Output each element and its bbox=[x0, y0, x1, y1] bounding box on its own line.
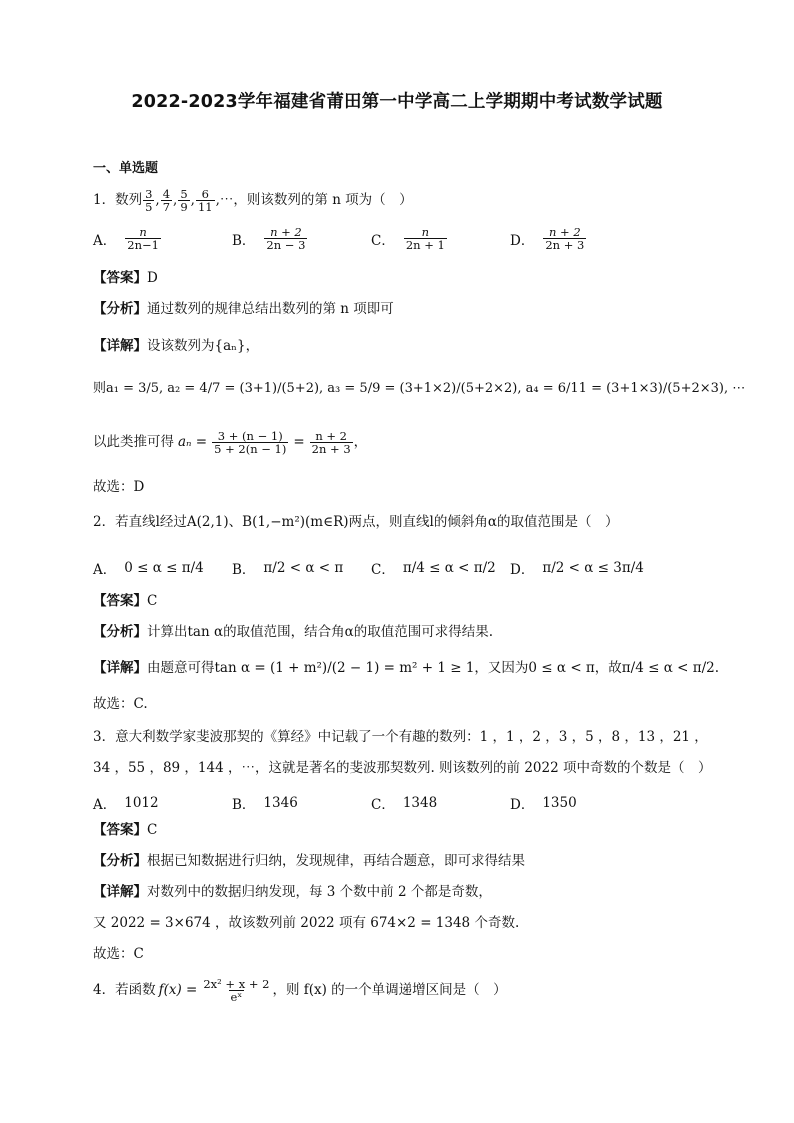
option-label: B． bbox=[232, 232, 256, 249]
analysis-tag: 【分析】 bbox=[93, 624, 147, 640]
option-label: A． bbox=[93, 562, 117, 578]
option-text: π/4 ≤ α < π/2 bbox=[402, 560, 496, 576]
q3-option-a bbox=[93, 793, 159, 813]
option-label: A． bbox=[93, 797, 117, 813]
fraction-numerator: 5 bbox=[180, 187, 188, 201]
fraction-numerator: 6 bbox=[201, 187, 209, 201]
q3-stem-line1: 3．意大利数学家斐波那契的《算经》中记载了一个有趣的数列：1 ，1 ，2 ，3 ，5 ，8 ，13 ，21 ， bbox=[93, 729, 708, 745]
q3-answer bbox=[93, 824, 157, 838]
q4-stem-prefix: 4．若函数 bbox=[93, 981, 156, 998]
option-text: 1350 bbox=[542, 795, 577, 811]
detail-tag: 【详解】 bbox=[93, 884, 147, 900]
q3-detail-line2: 又 2022 = 3×674 ，故该数列前 2022 项有 674×2 = 1348 个奇数. bbox=[93, 915, 520, 931]
fraction-denominator: 9 bbox=[180, 200, 188, 215]
detail-tag: 【详解】 bbox=[93, 338, 147, 354]
fraction-numerator: n + 2 bbox=[548, 225, 581, 239]
q3-stem-line2: 34 ，55 ，89 ，144 ，⋯，这就是著名的斐波那契数列. 则该数列的前 2022 项中奇数的个数是（ ） bbox=[93, 760, 712, 776]
q1-sequence-term bbox=[196, 188, 215, 213]
option-label: D． bbox=[510, 797, 535, 813]
fraction-denominator: 2n − 3 bbox=[266, 238, 306, 253]
fraction-numerator: n bbox=[421, 225, 430, 239]
q2-answer bbox=[93, 595, 157, 609]
option-label: D． bbox=[510, 562, 535, 578]
option-label: C． bbox=[371, 562, 395, 578]
fraction-denominator: 2n + 3 bbox=[545, 238, 585, 253]
fraction-numerator: 4 bbox=[162, 187, 171, 201]
q1-conclusion: 故选：D bbox=[93, 479, 145, 495]
q4-stem bbox=[93, 978, 507, 1003]
q2-analysis-text: 计算出tan α的取值范围，结合角α的取值范围可求得结果. bbox=[147, 624, 493, 640]
q3-conclusion: 故选：C bbox=[93, 946, 144, 962]
fraction-numerator: n bbox=[139, 225, 147, 239]
section-heading: 一、单选题 bbox=[93, 161, 159, 176]
q1-stem-prefix: 1．数列 bbox=[93, 191, 143, 208]
fraction-numerator: 3 bbox=[145, 187, 153, 201]
option-text: 1348 bbox=[402, 795, 438, 811]
q3-analysis-text: 根据已知数据进行归纳，发现规律，再结合题意，即可求得结果 bbox=[147, 853, 525, 869]
q2-answer-value: C bbox=[147, 593, 158, 609]
option-label: C． bbox=[371, 797, 395, 813]
q1-answer-value: D bbox=[147, 270, 158, 286]
fraction-denominator: 2n + 3 bbox=[311, 442, 351, 457]
analysis-tag: 【分析】 bbox=[93, 853, 147, 869]
page-title: 2022-2023学年福建省莆田第一中学高二上学期期中考试数学试题 bbox=[131, 92, 663, 112]
comma: , bbox=[173, 191, 178, 208]
q3-answer-value: C bbox=[147, 822, 158, 838]
q4-stem-suffix: ，则 f(x) 的一个单调递增区间是（ ） bbox=[272, 981, 507, 998]
fraction-denominator: 2n−1 bbox=[127, 238, 159, 253]
option-label: D． bbox=[510, 232, 535, 249]
q3-detail-text: 对数列中的数据归纳发现，每 3 个数中前 2 个都是奇数， bbox=[147, 884, 492, 900]
fraction-numerator: n + 2 bbox=[270, 225, 302, 239]
answer-tag: 【答案】 bbox=[93, 270, 147, 286]
q1-infer-an: aₙ = bbox=[178, 433, 208, 450]
option-fraction bbox=[404, 226, 447, 251]
q2-detail-text: 由题意可得tan α = (1 + m²)/(2 − 1) = m² + 1 ≥ 1，又因为0 ≤ α < π，故π/4 ≤ α < π/2. bbox=[147, 660, 720, 676]
q2-detail bbox=[93, 662, 719, 676]
q1-then-line: 则a₁ = 3/5, a₂ = 4/7 = (3+1)/(5+2), a₃ = 5/9 = (3+1×2)/(5+2×2), a₄ = 6/11 = (3+1×3)/(5+2×3), ⋯ bbox=[93, 381, 746, 396]
option-label: B． bbox=[232, 797, 256, 813]
q2-option-b bbox=[232, 558, 343, 578]
option-text: π/2 < α < π bbox=[263, 560, 344, 576]
detail-tag: 【详解】 bbox=[93, 660, 147, 676]
fraction-denominator: 2n + 1 bbox=[405, 238, 445, 253]
option-label: A． bbox=[93, 232, 117, 249]
q1-sequence-term bbox=[143, 188, 154, 213]
q1-stem bbox=[93, 188, 413, 213]
option-text: π/2 < α ≤ 3π/4 bbox=[542, 560, 644, 576]
q1-infer-prefix: 以此类推可得 bbox=[93, 433, 174, 450]
comma: , bbox=[155, 191, 160, 208]
q1-analysis bbox=[93, 303, 394, 317]
q3-option-c bbox=[371, 793, 437, 813]
q3-analysis bbox=[93, 855, 525, 869]
q1-option-d bbox=[510, 226, 587, 251]
comma: , bbox=[190, 191, 195, 208]
q2-option-c bbox=[371, 558, 496, 578]
fraction-numerator: 2x² + x + 2 bbox=[203, 977, 270, 991]
option-text: 0 ≤ α ≤ π/4 bbox=[124, 560, 204, 576]
option-fraction bbox=[264, 226, 307, 251]
q4-function-fraction bbox=[201, 978, 271, 1003]
fraction-denominator: 5 bbox=[145, 200, 153, 215]
option-label: B． bbox=[232, 562, 256, 578]
option-text: 1346 bbox=[263, 795, 298, 811]
fraction-numerator: n + 2 bbox=[315, 429, 347, 443]
q1-infer-line bbox=[93, 430, 367, 455]
q2-option-a bbox=[93, 558, 204, 578]
q2-analysis bbox=[93, 626, 493, 640]
q1-option-c bbox=[371, 226, 448, 251]
option-fraction bbox=[125, 226, 161, 251]
fraction-denominator: 5 + 2(n − 1) bbox=[214, 442, 287, 457]
fraction-denominator: eˣ bbox=[230, 990, 243, 1005]
fraction-denominator: 7 bbox=[162, 200, 171, 215]
q2-conclusion: 故选：C. bbox=[93, 696, 148, 712]
option-label: C． bbox=[371, 232, 395, 249]
equals-sign: = bbox=[293, 433, 305, 450]
q3-option-b bbox=[232, 793, 298, 813]
q1-infer-fraction-1 bbox=[212, 430, 288, 455]
q1-option-b bbox=[232, 226, 308, 251]
q2-stem: 2．若直线l经过A(2,1)、B(1,−m²)(m∈R)两点，则直线l的倾斜角α的取值范围是（ ） bbox=[93, 514, 619, 530]
answer-tag: 【答案】 bbox=[93, 822, 147, 838]
q1-sequence bbox=[142, 188, 216, 213]
q1-detail bbox=[93, 340, 259, 354]
fraction-numerator: 3 + (n − 1) bbox=[217, 429, 283, 443]
q1-stem-suffix: ,⋯，则该数列的第 n 项为（ ） bbox=[215, 191, 413, 208]
q1-option-a bbox=[93, 226, 162, 251]
answer-tag: 【答案】 bbox=[93, 593, 147, 609]
q3-detail bbox=[93, 886, 492, 900]
q1-answer bbox=[93, 272, 158, 286]
q4-function-name: f(x) = bbox=[158, 981, 198, 998]
q1-detail-text: 设该数列为{aₙ}， bbox=[147, 338, 260, 354]
option-fraction bbox=[543, 226, 586, 251]
option-text: 1012 bbox=[124, 795, 159, 811]
q1-infer-fraction-2 bbox=[310, 430, 353, 455]
q1-analysis-text: 通过数列的规律总结出数列的第 n 项即可 bbox=[147, 301, 394, 317]
q1-sequence-term bbox=[161, 188, 172, 213]
fraction-denominator: 11 bbox=[197, 200, 213, 215]
q2-option-d bbox=[510, 558, 644, 578]
analysis-tag: 【分析】 bbox=[93, 301, 147, 317]
q1-infer-suffix: ， bbox=[353, 433, 368, 450]
q3-option-d bbox=[510, 793, 577, 813]
q1-sequence-term bbox=[178, 188, 189, 213]
